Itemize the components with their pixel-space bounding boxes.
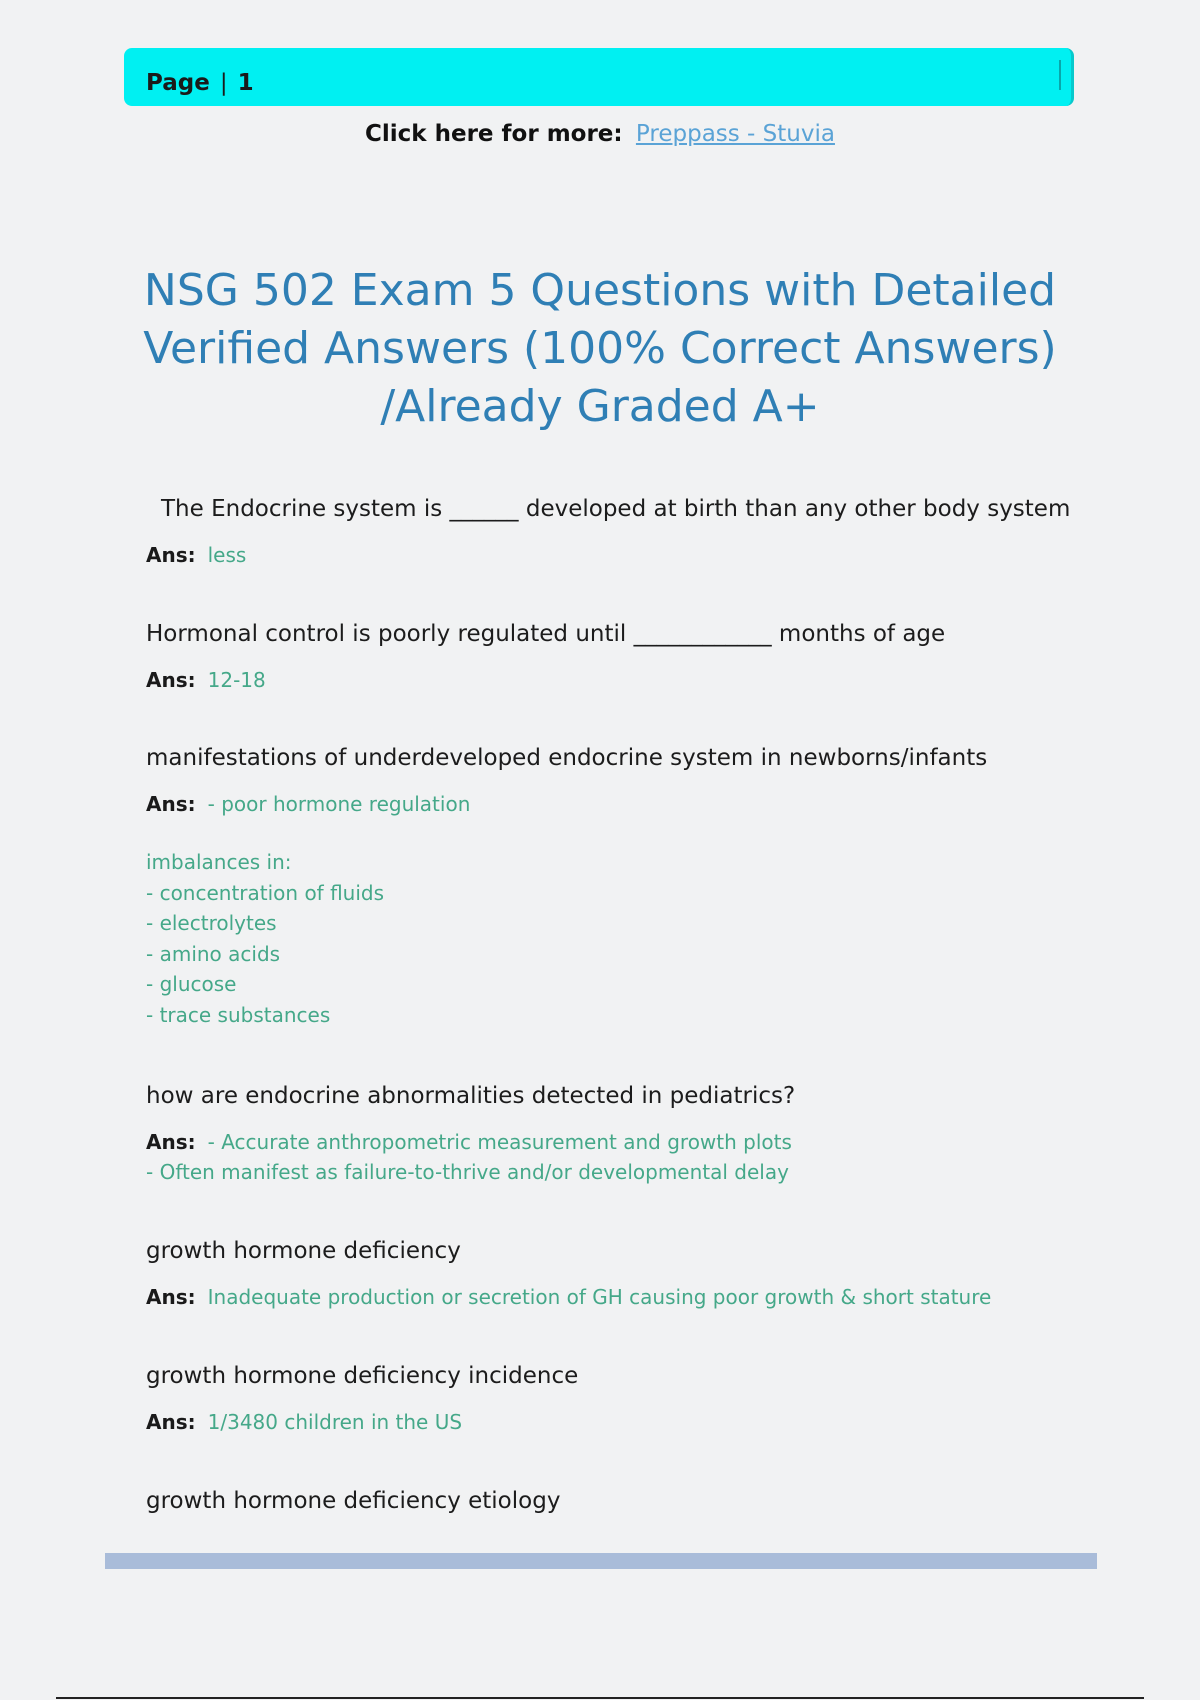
- question-text: growth hormone deficiency: [146, 1238, 461, 1264]
- answer-extra-line: - electrolytes: [146, 911, 277, 935]
- question-text: Hormonal control is poorly regulated until ____________ months of age: [146, 621, 946, 647]
- answer-extra-line: - glucose: [146, 972, 237, 996]
- ans-label: Ans:: [146, 1130, 196, 1154]
- answer-extra-list: [146, 847, 1066, 1030]
- answer-block: [146, 1282, 1066, 1312]
- page-bottom-rule: [105, 1553, 1097, 1569]
- answer-text: - Accurate anthropometric measurement and growth plots: [207, 1130, 792, 1154]
- page-header-bar: [124, 48, 1074, 106]
- answer-extra-line: imbalances in:: [146, 850, 292, 874]
- page-number: 1: [237, 70, 254, 96]
- answer-extra-line: - concentration of fluids: [146, 880, 385, 905]
- question-text: how are endocrine abnormalities detected in pediatrics?: [146, 1083, 796, 1109]
- answer-text: 1/3480 children in the US: [207, 1410, 463, 1434]
- answer-extra-line: - trace substances: [146, 1002, 331, 1027]
- page-edge-line: [56, 1697, 1144, 1699]
- qa-item-6: [146, 1363, 1066, 1437]
- more-link-line: [0, 121, 1200, 147]
- question-text: growth hormone deficiency etiology: [146, 1488, 561, 1514]
- question-text: manifestations of underdeveloped endocrine system in newborns/infants: [146, 745, 988, 771]
- answer-extra-line: - amino acids: [146, 941, 281, 966]
- qa-item-1: [146, 496, 1081, 570]
- answer-block: [146, 665, 1066, 695]
- ans-label: Ans:: [146, 792, 196, 816]
- header-edge-mark: [1059, 60, 1061, 90]
- question-text: growth hormone deficiency incidence: [146, 1363, 579, 1389]
- answer-text: - poor hormone regulation: [207, 792, 471, 816]
- page-number-label: [146, 70, 254, 96]
- page-separator: |: [219, 70, 228, 96]
- qa-item-5: [146, 1238, 1066, 1312]
- ans-label: Ans:: [146, 1410, 196, 1434]
- qa-item-3: [146, 745, 1066, 1030]
- document-title: NSG 502 Exam 5 Questions with Detailed Verified Answers (100% Correct Answers) /Already Graded A+: [143, 265, 1057, 432]
- answer-text: - Often manifest as failure-to-thrive and/or developmental delay: [146, 1160, 789, 1184]
- ans-label: Ans:: [146, 543, 196, 567]
- answer-block: [146, 789, 1066, 819]
- answer-block: [146, 1127, 1066, 1187]
- answer-text: Inadequate production or secretion of GH causing poor growth & short stature: [207, 1285, 992, 1309]
- ans-label: Ans:: [146, 668, 196, 692]
- answer-block: [146, 1407, 1066, 1437]
- qa-item-2: [146, 621, 1066, 695]
- page-label: Page: [146, 70, 210, 96]
- answer-text: 12-18: [207, 668, 266, 692]
- question-text: The Endocrine system is ______ developed at birth than any other body system: [161, 496, 1071, 522]
- qa-item-7: [146, 1488, 1066, 1514]
- more-label: Click here for more:: [365, 121, 623, 147]
- qa-item-4: [146, 1083, 1066, 1187]
- ans-label: Ans:: [146, 1285, 196, 1309]
- preppass-stuvia-link[interactable]: Preppass - Stuvia: [635, 121, 835, 147]
- answer-text: less: [207, 543, 247, 567]
- answer-block: [146, 540, 1081, 570]
